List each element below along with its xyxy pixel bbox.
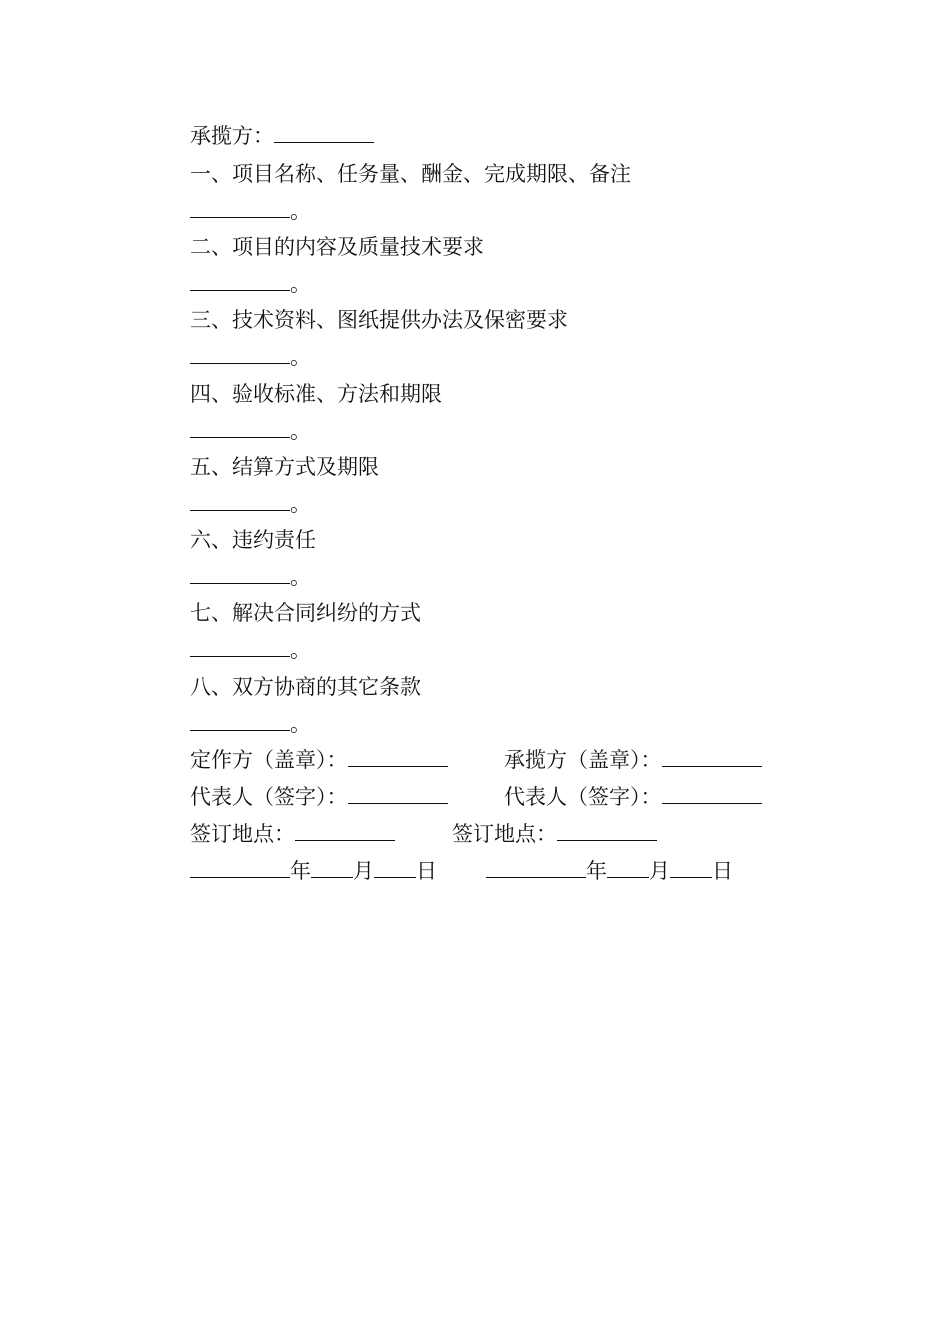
client-day-blank xyxy=(374,859,416,878)
client-month-label: 月 xyxy=(353,859,374,883)
section-2-suffix: 。 xyxy=(290,272,311,296)
client-place-blank xyxy=(295,822,395,841)
section-4-blank xyxy=(190,419,290,438)
contractor-year-label: 年 xyxy=(586,859,607,883)
section-6-suffix: 。 xyxy=(290,565,311,589)
section-1-fill-line xyxy=(190,197,311,225)
contractor-rep-line xyxy=(504,783,762,811)
client-rep-label: 代表人（签字）： xyxy=(190,785,348,809)
contractor-year-blank xyxy=(486,859,586,878)
section-3-fill-line xyxy=(190,343,311,371)
contractor-place-blank xyxy=(557,822,657,841)
section-1-heading: 一、项目名称、任务量、酬金、完成期限、备注 xyxy=(190,162,631,186)
contractor-seal-label: 承揽方（盖章）： xyxy=(504,748,662,772)
contractor-month-blank xyxy=(607,859,649,878)
contractor-month-label: 月 xyxy=(649,859,670,883)
section-3-heading: 三、技术资料、图纸提供办法及保密要求 xyxy=(190,308,568,332)
client-rep-blank xyxy=(348,785,448,804)
section-4-heading: 四、验收标准、方法和期限 xyxy=(190,382,442,406)
contractor-label: 承揽方： xyxy=(190,124,274,148)
section-2-fill-line xyxy=(190,270,311,298)
section-8-heading: 八、双方协商的其它条款 xyxy=(190,675,421,699)
section-3-blank xyxy=(190,345,290,364)
client-year-blank xyxy=(190,859,290,878)
client-date-line xyxy=(190,857,437,885)
section-5-fill-line xyxy=(190,490,311,518)
contractor-rep-label: 代表人（签字）： xyxy=(504,785,662,809)
client-seal-line xyxy=(190,746,448,774)
contractor-place-line xyxy=(452,820,657,848)
client-place-label: 签订地点： xyxy=(190,822,295,846)
client-month-blank xyxy=(311,859,353,878)
contractor-place-label: 签订地点： xyxy=(452,822,557,846)
contractor-rep-blank xyxy=(662,785,762,804)
section-8-suffix: 。 xyxy=(290,712,311,736)
section-7-fill-line xyxy=(190,636,311,664)
client-seal-blank xyxy=(348,748,448,767)
contractor-blank xyxy=(274,124,374,143)
contractor-date-line xyxy=(486,857,733,885)
section-7-suffix: 。 xyxy=(290,638,311,662)
contractor-day-blank xyxy=(670,859,712,878)
section-7-blank xyxy=(190,638,290,657)
section-8-fill-line xyxy=(190,710,311,738)
contractor-line xyxy=(190,122,374,150)
section-5-blank xyxy=(190,492,290,511)
contractor-seal-line xyxy=(504,746,762,774)
section-4-suffix: 。 xyxy=(290,419,311,443)
client-day-label: 日 xyxy=(416,859,437,883)
section-2-blank xyxy=(190,272,290,291)
section-5-heading: 五、结算方式及期限 xyxy=(190,455,379,479)
client-seal-label: 定作方（盖章）： xyxy=(190,748,348,772)
section-2-heading: 二、项目的内容及质量技术要求 xyxy=(190,235,484,259)
section-1-suffix: 。 xyxy=(290,199,311,223)
client-year-label: 年 xyxy=(290,859,311,883)
section-5-suffix: 。 xyxy=(290,492,311,516)
section-7-heading: 七、解决合同纠纷的方式 xyxy=(190,601,421,625)
contractor-day-label: 日 xyxy=(712,859,733,883)
client-rep-line xyxy=(190,783,448,811)
section-3-suffix: 。 xyxy=(290,345,311,369)
section-1-blank xyxy=(190,199,290,218)
section-4-fill-line xyxy=(190,417,311,445)
section-6-heading: 六、违约责任 xyxy=(190,528,316,552)
section-6-blank xyxy=(190,565,290,584)
client-place-line xyxy=(190,820,395,848)
section-8-blank xyxy=(190,712,290,731)
section-6-fill-line xyxy=(190,563,311,591)
contractor-seal-blank xyxy=(662,748,762,767)
